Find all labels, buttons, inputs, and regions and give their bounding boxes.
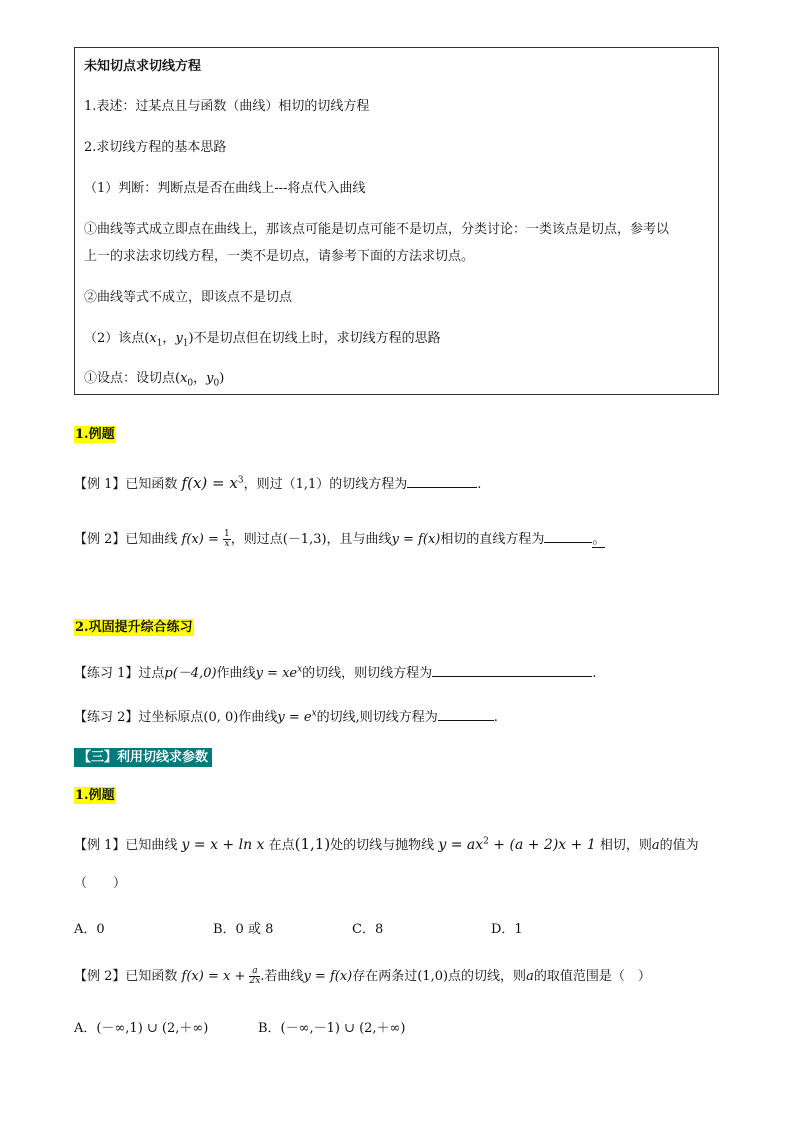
- section-example-2: 1.例题: [75, 788, 115, 803]
- option-b-2[interactable]: B．(－∞,－1) ∪ (2,＋∞): [258, 1021, 406, 1036]
- practice-2: 【练习 2】过坐标原点(0, 0)作曲线$y = e^x$的切线,则切线方程为 .: [74, 708, 498, 725]
- example-2: 【例 2】已知曲线 f(x) = $\frac{1}{x}$ ，则过点(－1,3)，且与曲线y = f(x)相切的直线方程为 。: [74, 529, 606, 549]
- fraction: $\frac{a}{2x}$: [249, 966, 261, 986]
- example-3: 【例 1】已知曲线 y = x + ln x 在点(1,1)处的切线与抛物线 $y = ax^2 + (a + 2)x + 1$ 相切，则a的值为: [74, 835, 699, 853]
- option-b[interactable]: B．0 或 8: [213, 922, 274, 937]
- box-line-6: （2）该点($x_1$，$y_1$)不是切点但在切线上时，求切线方程的思路: [84, 331, 441, 349]
- example-3-choice: （ ）: [74, 876, 127, 891]
- fraction: $\frac{1}{x}$: [224, 529, 230, 549]
- example-4: 【例 2】已知函数 f(x) = x + $\frac{a}{2x}$ .若曲线y = f(x)存在两条过(1,0)点的切线，则a的取值范围是（ ）: [74, 966, 651, 986]
- box-line-1: 1.表述：过某点且与函数（曲线）相切的切线方程: [84, 99, 370, 114]
- answer-blank[interactable]: [407, 475, 477, 488]
- box-line-4b: 上一的求法求切线方程，一类不是切点，请参考下面的方法求切点。: [84, 249, 475, 264]
- box-title: 未知切点求切线方程: [84, 59, 202, 74]
- answer-blank[interactable]: [432, 664, 592, 677]
- option-d[interactable]: D．1: [491, 922, 523, 937]
- answer-blank[interactable]: [438, 708, 494, 721]
- answer-blank[interactable]: [544, 530, 592, 543]
- option-a-2[interactable]: A．(－∞,1) ∪ (2,＋∞): [74, 1021, 209, 1036]
- example-1: 【例 1】已知函数 $f(x) = x^3$，则过（1,1）的切线方程为 .: [74, 474, 482, 492]
- section-tangent-params: 【三】利用切线求参数: [74, 746, 212, 765]
- section-practice: 2.巩固提升综合练习: [75, 620, 193, 635]
- box-line-4a: ①曲线等式成立即点在曲线上，那该点可能是切点可能不是切点，分类讨论：一类该点是切点，参考以: [84, 222, 670, 237]
- option-c[interactable]: C．8: [352, 922, 384, 937]
- box-line-2: 2.求切线方程的基本思路: [84, 140, 227, 155]
- option-a[interactable]: A．0: [74, 922, 105, 937]
- box-line-3: （1）判断：判断点是否在曲线上---将点代入曲线: [84, 181, 366, 196]
- section-example-1: 1.例题: [75, 427, 115, 442]
- practice-1: 【练习 1】过点p(－4,0)作曲线$y = xe^x$的切线，则切线方程为 .: [74, 664, 597, 681]
- box-line-7: ①设点：设切点($x_0$，$y_0$): [84, 371, 225, 389]
- box-line-5: ②曲线等式不成立，即该点不是切点: [84, 290, 293, 305]
